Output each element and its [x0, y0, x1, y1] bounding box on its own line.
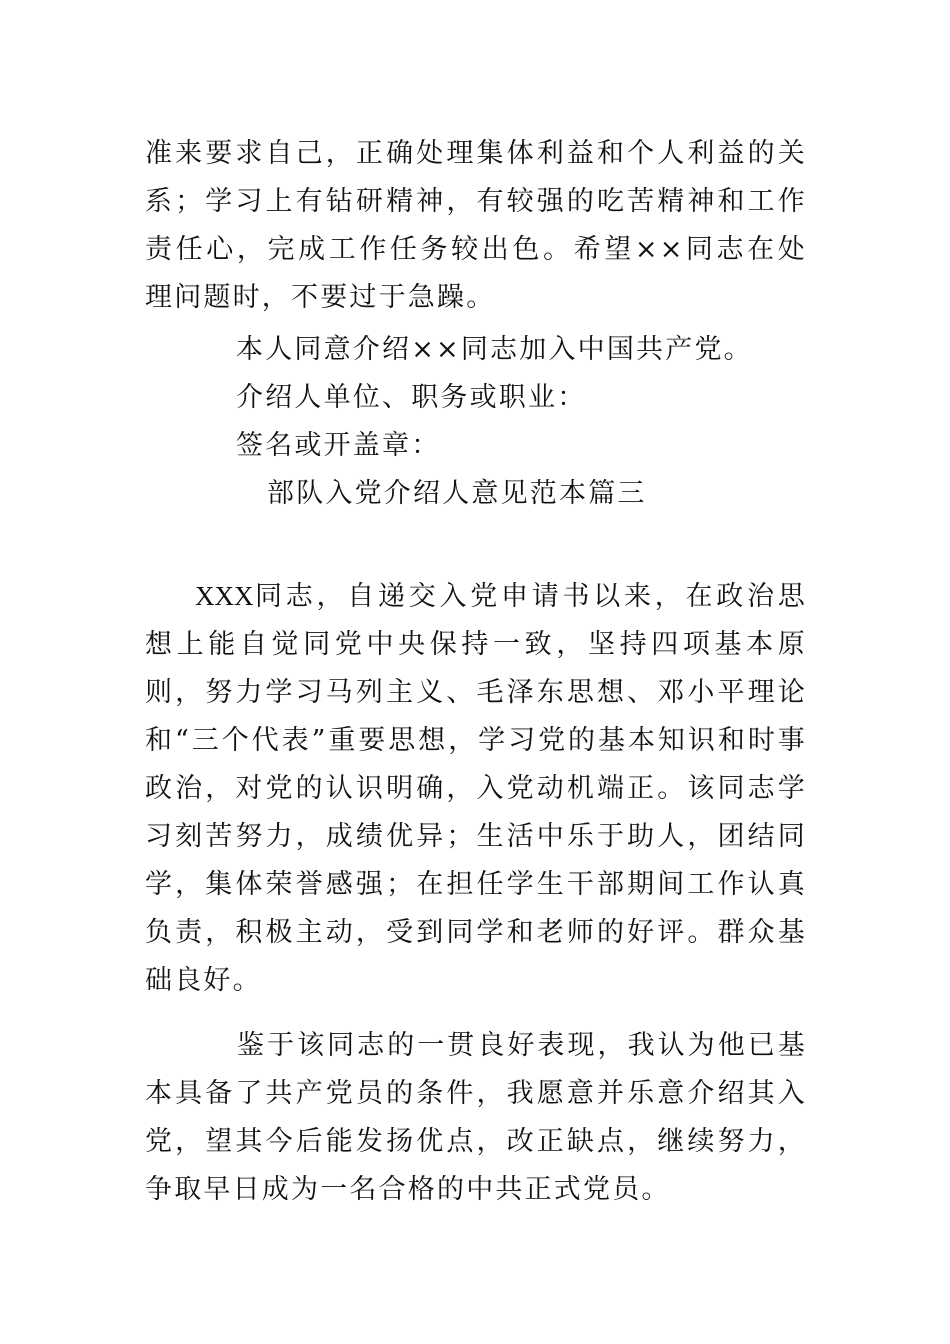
- signature-label: 签名或开盖章：: [236, 430, 441, 461]
- introducer-unit-label: 介绍人单位、职务或职业：: [236, 382, 587, 413]
- paragraph-recommendation: 鉴于该同志的一贯良好表现，我认为他已基本具备了共产党员的条件，我愿意并乐意介绍其入党，望其今后能发扬优点，改正缺点，继续努力，争取早日成为一名合格的中共正式党员。: [145, 1030, 807, 1205]
- paragraph-evaluation: [145, 572, 807, 1005]
- agree-statement: 本人同意介绍××同志加入中国共产党。: [236, 334, 753, 365]
- paragraph-evaluation-body: 同志，自递交入党申请书以来，在政治思想上能自觉同党中央保持一致，坚持四项基本原则，努力学习马列主义、毛泽东思想、邓小平理论和“三个代表”重要思想，学习党的基本知识和时事政治，对党的认识明确，入党动机端正。该同志学习刻苦努力，成绩优异；生活中乐于助人，团结同学，集体荣誉感强；在担任学生干部期间工作认真负责，积极主动，受到同学和老师的好评。群众基础良好。: [145, 581, 807, 996]
- section-heading: 部队入党介绍人意见范本篇三: [267, 478, 647, 509]
- paragraph-continuation: 准来要求自己，正确处理集体利益和个人利益的关系；学习上有钻研精神，有较强的吃苦精神和工作责任心，完成工作任务较出色。希望××同志在处理问题时，不要过于急躁。: [145, 138, 807, 313]
- placeholder-name: XXX: [195, 581, 254, 611]
